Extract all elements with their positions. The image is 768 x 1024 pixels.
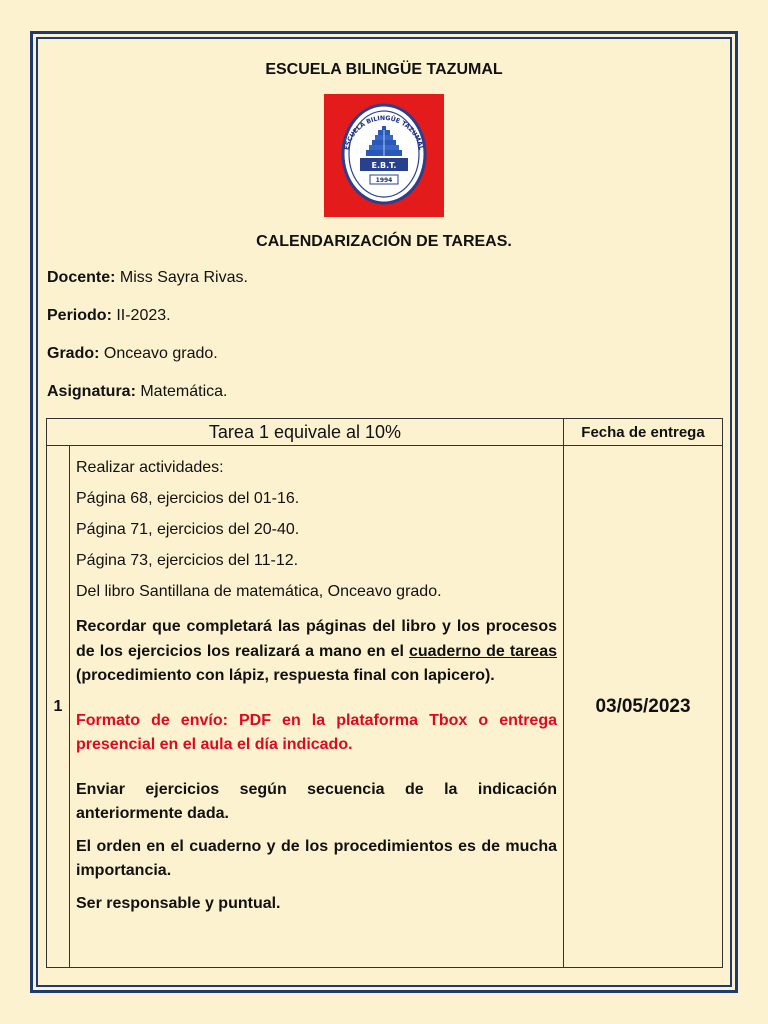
- task-line-book: Del libro Santillana de matemática, Onceavo grado.: [76, 583, 442, 600]
- grado-label: Grado:: [47, 345, 100, 362]
- task-line-page-71: Página 71, ejercicios del 20-40.: [76, 521, 300, 538]
- info-asignatura: [47, 383, 228, 401]
- table-header-row: [47, 419, 723, 446]
- asignatura-value: Matemática.: [135, 383, 228, 400]
- order-note: El orden en el cuaderno y de los procedimientos es de mucha importancia.: [76, 837, 557, 879]
- info-docente: [47, 269, 248, 287]
- logo-initials: E.B.T.: [371, 161, 397, 170]
- table-row: [47, 446, 723, 968]
- task-number: 1: [47, 446, 70, 968]
- docente-value: Miss Sayra Rivas.: [115, 269, 248, 286]
- school-name: ESCUELA BILINGÜE TAZUMAL: [265, 61, 503, 78]
- task-line-page-68: Página 68, ejercicios del 01-16.: [76, 490, 300, 507]
- school-logo: [324, 94, 444, 217]
- task-line-page-73: Página 73, ejercicios del 11-12.: [76, 552, 299, 569]
- due-date: 03/05/2023: [564, 446, 723, 968]
- asignatura-label: Asignatura:: [47, 383, 136, 400]
- docente-label: Docente:: [47, 269, 116, 286]
- task-line-intro: Realizar actividades:: [76, 459, 224, 476]
- reminder-note: Recordar que completará las páginas del libro y los procesos de los ejercicios los realizará a mano en el cuaderno de tareas (procedimiento con lápiz, respuesta final con lapicero).: [76, 618, 557, 684]
- sequence-note: Enviar ejercicios según secuencia de la indicación anteriormente dada.: [76, 780, 557, 822]
- document-title: CALENDARIZACIÓN DE TAREAS.: [256, 233, 512, 250]
- tasks-table: [46, 418, 723, 968]
- periodo-value: II-2023.: [111, 307, 171, 324]
- format-note: Formato de envío: PDF en la plataforma Tbox o entrega presencial en el aula el día indicado.: [76, 711, 557, 753]
- header-task: Tarea 1 equivale al 10%: [47, 419, 564, 446]
- periodo-label: Periodo:: [47, 307, 112, 324]
- info-grado: [47, 345, 218, 363]
- notebook-underlined: cuaderno de tareas: [409, 642, 557, 660]
- closing-note: Ser responsable y puntual.: [76, 894, 281, 912]
- task-details: [70, 446, 564, 968]
- grado-value: Onceavo grado.: [99, 345, 218, 362]
- header-due-date: Fecha de entrega: [564, 419, 723, 446]
- info-periodo: [47, 307, 171, 325]
- logo-year: 1994: [375, 177, 393, 184]
- logo-arc-text: ESCUELA BILINGÜE TAZUMAL: [343, 114, 425, 151]
